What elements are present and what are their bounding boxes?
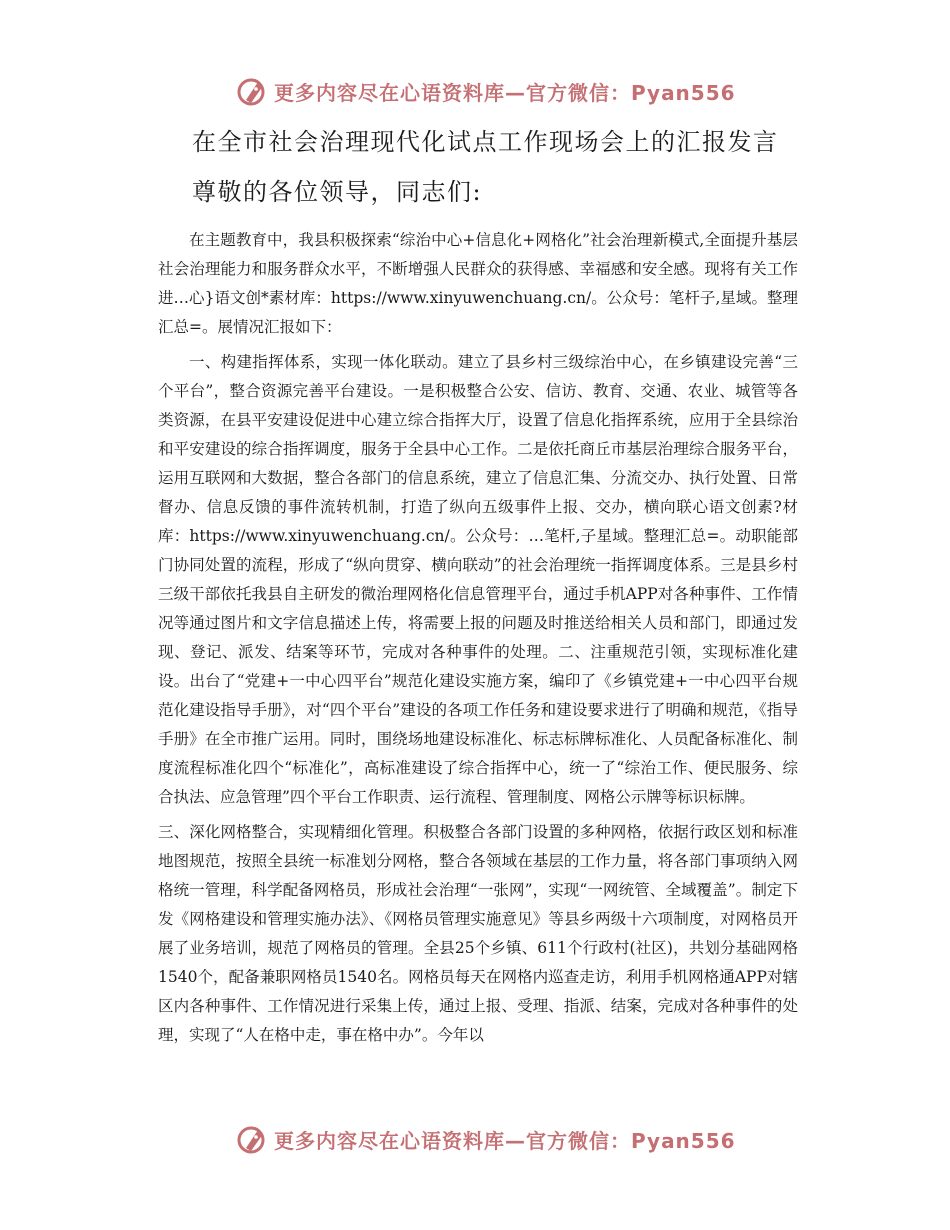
watermark-text: 更多内容尽在心语资料库—官方微信：Pyan556 xyxy=(274,1128,736,1153)
paragraph-section-one-two: 一、构建指挥体系，实现一体化联动。建立了县乡村三级综治中心，在乡镇建设完善“三个平台”，整合资源完善平台建设。一是积极整合公安、信访、教育、交通、农业、城管等各类资源，在县平安建设促进中心建立综合指挥大厅，设置了信息化指挥系统，应用于全县综治和平安建设的综合指挥调度，服务于全县中心工作。二是依托商丘市基层治理综合服务平台，运用互联网和大数据，整合各部门的信息系统，建立了信息汇集、分流交办、执行处置、日常督办、信息反馈的事件流转机制，打造了纵向五级事件上报、交办，横向联心语文创素?材库：https://www.xinyuwenchuang.cn/。公众号：…笔杆,子星域。整理汇总=。动职能部门协同处置的流程，形成了“纵向贯穿、横向联动”的社会治理统一指挥调度体系。三是县乡村三级干部依托我县自主研发的微治理网格化信息管理平台，通过手机APP对各种事件、工作情况等通过图片和文字信息描述上传，将需要上报的问题及时推送给相关人员和部门，即通过发现、登记、派发、结案等环节，完成对各种事件的处理。二、注重规范引领，实现标准化建设。出台了“党建+一中心四平台”规范化建设实施方案，编印了《乡镇党建+一中心四平台规范化建设指导手册》，对“四个平台”建设的各项工作任务和建设要求进行了明确和规范，《指导手册》在全市推广运用。同时，围绕场地建设标准化、标志标牌标准化、人员配备标准化、制度流程标准化四个“标准化”，高标准建设了综合指挥中心，统一了“综治工作、便民服务、综合执法、应急管理”四个平台工作职责、运行流程、管理制度、网格公示牌等标识标牌。 xyxy=(158,353,798,806)
paragraph-section-three: 三、深化网格整合，实现精细化管理。积极整合各部门设置的多种网格，依据行政区划和标准地图规范，按照全县统一标准划分网格，整合各领域在基层的工作力量，将各部门事项纳入网格统一管理，科学配备网格员，形成社会治理“一张网”，实现“一网统管、全域覆盖”。制定下发《网格建设和管理实施办法》、《网格员管理实施意见》等县乡两级十六项制度，对网格员开展了业务培训，规范了网格员的管理。全县25个乡镇、611个行政村(社区)，共划分基础网格1540个，配备兼职网格员1540名。网格员每天在网格内巡查走访，利用手机网格通APP对辖区内各种事件、工作情况进行采集上传，通过上报、受理、指派、结案，完成对各种事件的处理，实现了“人在格中走，事在格中办”。今年以 xyxy=(158,823,798,1044)
header-watermark-banner xyxy=(236,74,756,108)
salutation: 尊敬的各位领导，同志们: xyxy=(192,178,483,206)
pen-nib-logo-icon xyxy=(236,74,270,108)
paragraph-intro: 在主题教育中，我县积极探索“综治中心+信息化+网格化”社会治理新模式,全面提升基层社会治理能力和服务群众水平，不断增强人民群众的获得感、幸福感和安全感。现将有关工作进…心}语文创*素材库：https://www.xinyuwenchuang.cn/。公众号：笔杆子,星域。整理汇总=。展情况汇报如下： xyxy=(158,231,798,336)
footer-watermark-banner xyxy=(236,1122,756,1156)
watermark-text: 更多内容尽在心语资料库—官方微信：Pyan556 xyxy=(274,80,736,105)
document-body xyxy=(158,226,798,1056)
pen-nib-logo-icon xyxy=(236,1122,270,1156)
document-title: 在全市社会治理现代化试点工作现场会上的汇报发言 xyxy=(192,128,779,156)
